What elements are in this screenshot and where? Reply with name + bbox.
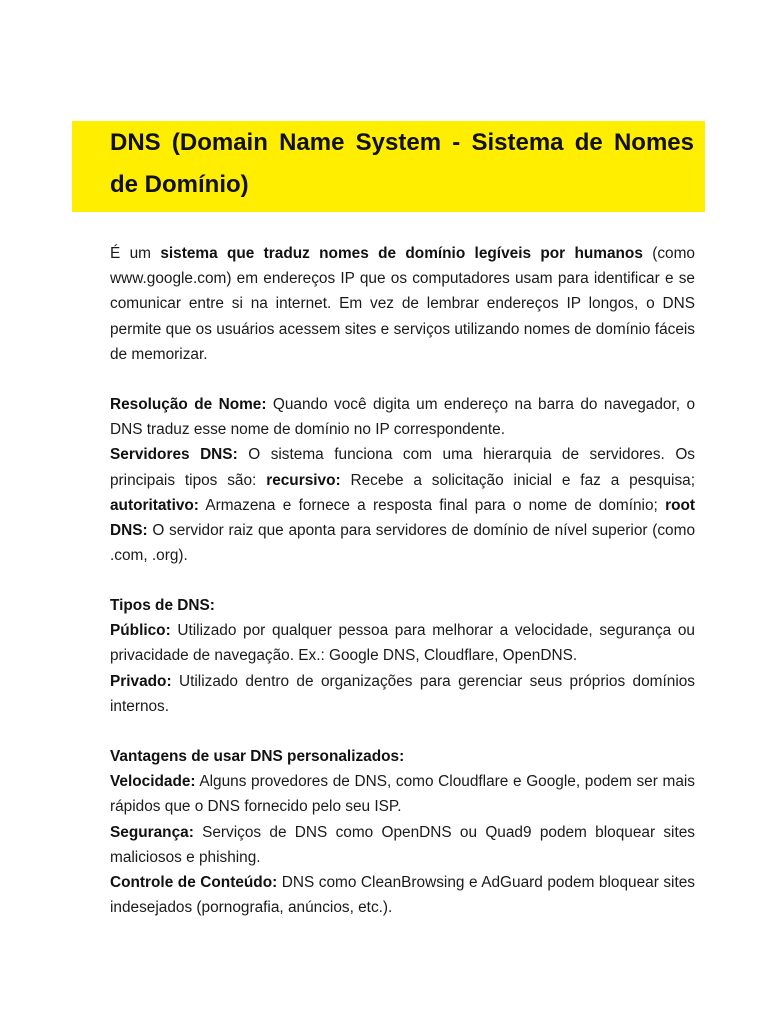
title-highlight-band [72,121,705,212]
resolution-paragraph [110,392,695,442]
speed-label: Velocidade: [110,773,196,791]
advantages-heading-text: Vantagens de usar DNS personalizados: [110,748,405,765]
public-label: Público: [110,622,171,640]
private-label: Privado: [110,672,172,690]
resolution-text: Quando você digita um endereço na barra do navegador, o DNS traduz esse nome de domínio no IP correspondente. [110,396,696,439]
intro-paragraph [110,241,695,367]
root-text: O servidor raiz que aponta para servidores de domínio de nível superior (como .com, .org). [110,522,695,565]
security-label: Segurança: [110,823,194,841]
advantages-section [110,744,695,920]
types-heading [110,593,695,618]
servers-paragraph [110,442,695,568]
intro-bold-phrase: sistema que traduz nomes de domínio legíveis por humanos [160,245,643,262]
content-control-text: DNS como CleanBrowsing e AdGuard podem bloquear sites indesejados (pornografia, anúncios, etc.). [110,874,695,917]
public-paragraph [110,618,695,668]
root-label: root DNS: [110,496,695,540]
types-section [110,593,695,719]
types-heading-text: Tipos de DNS: [110,597,215,614]
resolution-section [110,392,695,568]
intro-text-pre: É um [110,245,161,262]
resolution-label: Resolução de Nome: [110,396,267,413]
intro-text-post: (como www.google.com) em endereços IP que os computadores usam para identificar e se comunicar entre si na internet. Em vez de lembrar endereços IP longos, o DNS permite que os usuários acessem sites e serviços utilizando nomes de domínio fáceis de memorizar. [110,245,695,363]
servers-text: O sistema funciona com uma hierarquia de servidores. Os principais tipos são: [110,446,695,489]
private-paragraph [110,669,695,719]
authoritative-label: autoritativo: [110,496,199,514]
content-control-label: Controle de Conteúdo: [110,874,278,892]
security-paragraph [110,820,695,870]
intro-section [110,241,695,367]
recursive-text: Recebe a solicitação inicial e faz a pesquisa; [340,471,695,489]
servers-label: Servidores DNS: [110,446,238,464]
advantages-heading [110,744,695,769]
public-text: Utilizado por qualquer pessoa para melhorar a velocidade, segurança ou privacidade de navegação. Ex.: Google DNS, Cloudflare, OpenDNS. [110,622,695,665]
authoritative-text: Armazena e fornece a resposta final para o nome de domínio; [198,496,666,514]
speed-paragraph [110,769,695,819]
private-text: Utilizado dentro de organizações para gerenciar seus próprios domínios internos. [110,672,695,715]
security-text: Serviços de DNS como OpenDNS ou Quad9 podem bloquear sites maliciosos e phishing. [110,823,695,866]
recursive-label: recursivo: [266,471,341,489]
speed-text: Alguns provedores de DNS, como Cloudflare e Google, podem ser mais rápidos que o DNS fornecido pelo seu ISP. [110,773,695,816]
content-control-paragraph [110,870,695,920]
page-title: DNS (Domain Name System - Sistema de Nomes de Domínio) [110,129,694,198]
